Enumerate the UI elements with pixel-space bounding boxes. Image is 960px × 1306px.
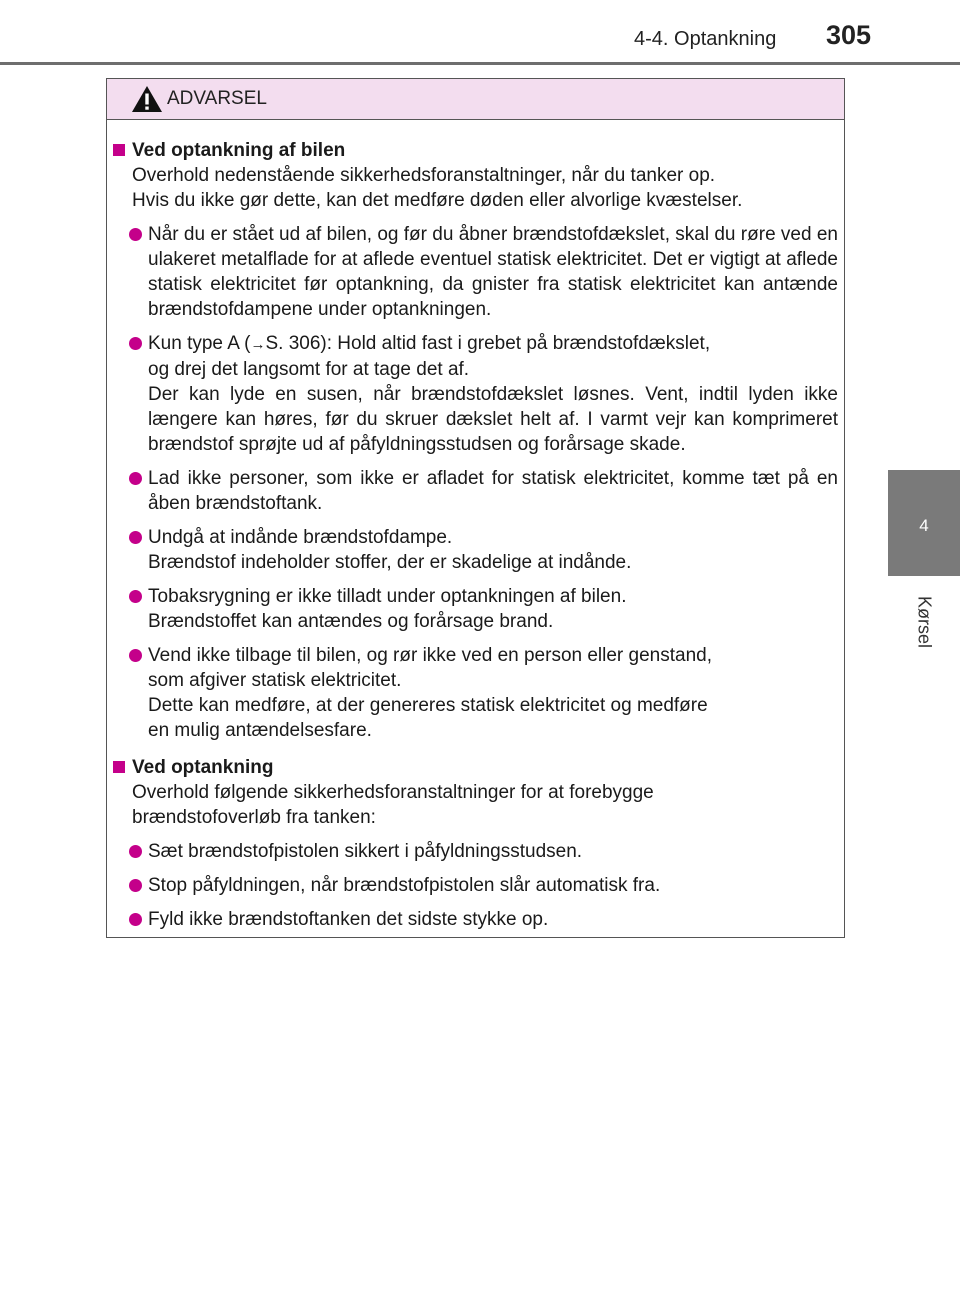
chapter-name — [888, 576, 960, 666]
section-heading — [113, 138, 838, 163]
bullet-line: Dette kan medføre, at der genereres statisk elektricitet og medføre — [148, 695, 708, 716]
section-intro-line: brændstofoverløb fra tanken: — [132, 807, 376, 828]
bullet-line: Vend ikke tilbage til bilen, og rør ikke ved en person eller genstand, — [148, 645, 712, 666]
warning-title: ADVARSEL — [167, 88, 267, 109]
bullet-text: Når du er stået ud af bilen, og før du åbner brændstofdækslet, skal du røre ved en ulakeret metalflade for at aflede eventuel statisk elektricitet. Det er vigtigt at aflede statisk elektricitet før optankning, da gnister fra statisk elektricitet kan antænde brændstofdampene under optankningen. — [148, 224, 838, 320]
bullet-item — [129, 222, 838, 322]
bullet-item — [129, 466, 838, 516]
section-during-refueling — [107, 755, 838, 932]
chapter-tab — [888, 470, 960, 576]
section-intro-line: Hvis du ikke gør dette, kan det medføre døden eller alvorlige kvæstelser. — [132, 190, 743, 211]
bullet-dot — [129, 228, 142, 241]
bullet-item — [129, 525, 838, 575]
bullet-item — [129, 873, 838, 898]
arrow-icon: → — [250, 336, 266, 353]
section-heading — [113, 755, 838, 780]
square-bullet — [113, 761, 125, 773]
section-title: Ved optankning — [132, 757, 274, 778]
bullet-line: Tobaksrygning er ikke tilladt under optankningen af bilen. — [148, 586, 627, 607]
bullet-text — [148, 525, 838, 575]
bullet-item — [129, 907, 838, 932]
bullet-text — [148, 584, 838, 634]
bullet-line: Kun type A (→S. 306): Hold altid fast i grebet på brændstofdækslet, — [148, 333, 711, 354]
bullet-text — [148, 331, 838, 457]
bullet-dot — [129, 337, 142, 350]
bullet-line: og drej det langsomt for at tage det af. — [148, 359, 470, 380]
bullet-text — [148, 643, 838, 743]
square-bullet — [113, 144, 125, 156]
bullet-dot — [129, 590, 142, 603]
section-title: Ved optankning af bilen — [132, 140, 346, 161]
bullet-line: Brændstoffet kan antændes og forårsage brand. — [148, 611, 554, 632]
warning-box — [106, 78, 845, 938]
section-refueling-vehicle — [107, 138, 838, 743]
bullet-dot — [129, 879, 142, 892]
bullet-item — [129, 643, 838, 743]
section-intro-line: Overhold følgende sikkerhedsforanstaltninger for at forebygge — [132, 782, 654, 803]
bullet-text: Lad ikke personer, som ikke er afladet for statisk elektricitet, komme tæt på en åben brændstoftank. — [148, 468, 838, 514]
bullet-text: Fyld ikke brændstoftanken det sidste stykke op. — [148, 909, 549, 930]
bullet-text: Stop påfyldningen, når brændstofpistolen slår automatisk fra. — [148, 875, 661, 896]
bullet-item — [129, 331, 838, 457]
bullet-dot — [129, 913, 142, 926]
page-reference: S. 306): Hold altid fast i grebet på brændstofdækslet, — [265, 333, 711, 354]
bullet-dot — [129, 845, 142, 858]
bullet-line: en mulig antændelsesfare. — [148, 720, 372, 741]
bullet-line: Undgå at indånde brændstofdampe. — [148, 527, 453, 548]
warning-triangle-icon — [131, 85, 163, 113]
header-section: 4-4. Optankning — [634, 28, 777, 50]
warning-body — [107, 120, 844, 932]
bullet-item — [129, 839, 838, 864]
bullet-line: Brændstof indeholder stoffer, der er skadelige at indånde. — [148, 552, 632, 573]
header-rule — [0, 62, 960, 65]
chapter-name-label: Kørsel — [914, 595, 935, 649]
bullet-dot — [129, 649, 142, 662]
bullet-item — [129, 584, 838, 634]
bullet-line: som afgiver statisk elektricitet. — [148, 670, 402, 691]
bullet-text: Sæt brændstofpistolen sikkert i påfyldningsstudsen. — [148, 841, 583, 862]
chapter-number: 4 — [919, 516, 929, 535]
bullet-line: Der kan lyde en susen, når brændstofdækslet løsnes. Vent, indtil lyden ikke længere kan høres, før du skruer dækslet helt af. I varmt vejr kan komprimeret brændstof sprøjte ud af påfyldningsstudsen og forårsage skade. — [148, 384, 838, 455]
bullet-dot — [129, 472, 142, 485]
warning-header — [107, 79, 844, 120]
page-number: 305 — [826, 20, 872, 50]
bullet-dot — [129, 531, 142, 544]
section-intro-line: Overhold nedenstående sikkerhedsforanstaltninger, når du tanker op. — [132, 165, 716, 186]
